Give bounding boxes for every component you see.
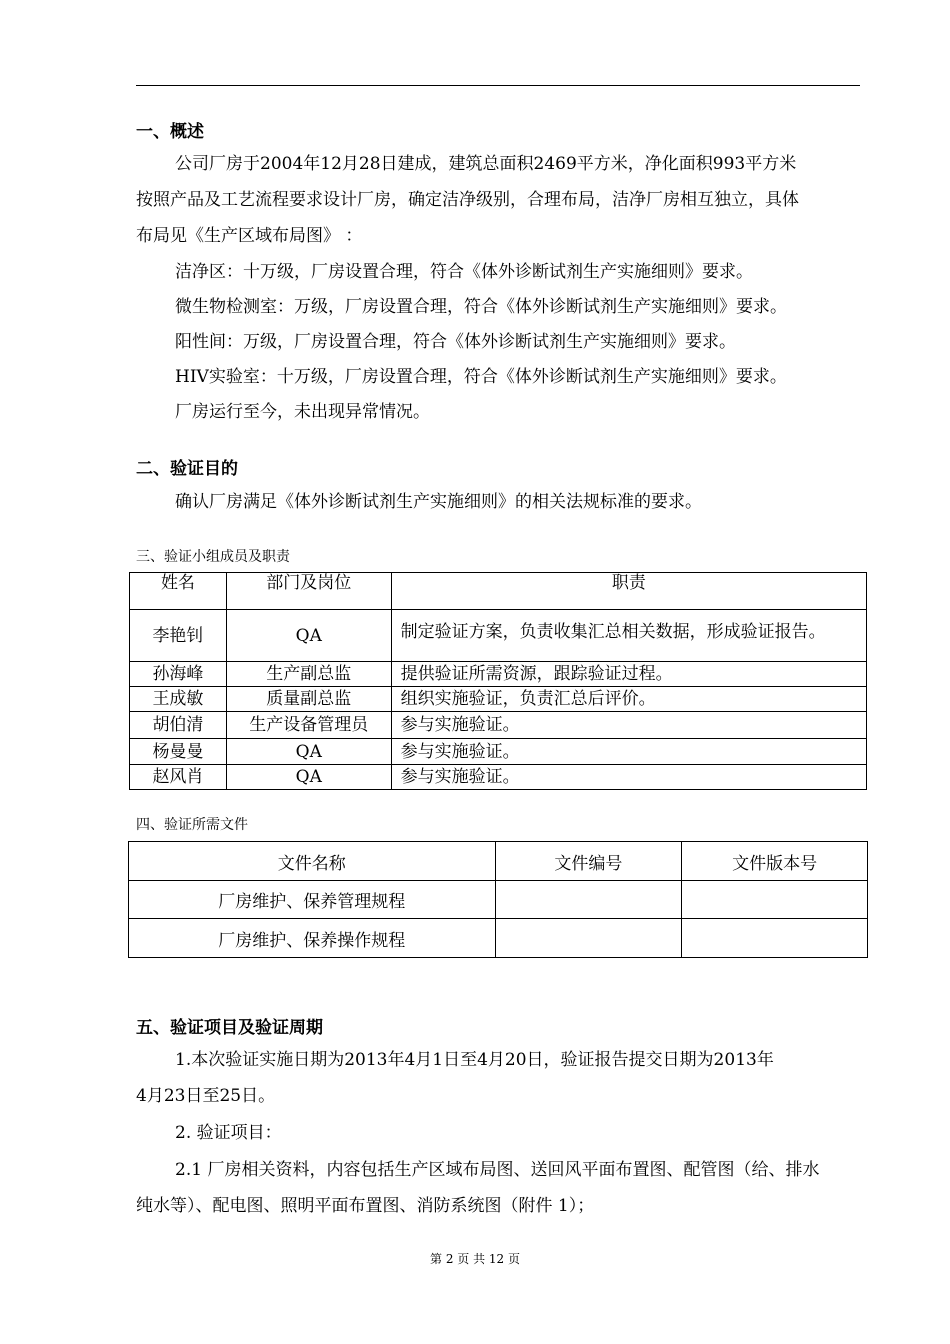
- section1-item-positive-room: 阳性间：万级，厂房设置合理，符合《体外诊断试剂生产实施细则》要求。: [175, 332, 736, 352]
- section1-item-hiv-lab: HIV实验室：十万级，厂房设置合理，符合《体外诊断试剂生产实施细则》要求。: [175, 367, 787, 387]
- table-row: [130, 610, 867, 662]
- section1-item-status: 厂房运行至今，未出现异常情况。: [175, 402, 430, 422]
- table-row: [129, 881, 868, 919]
- member-duty: 组织实施验证，负责汇总后评价。: [391, 687, 866, 712]
- section2-text: 确认厂房满足《体外诊断试剂生产实施细则》的相关法规标准的要求。: [175, 492, 702, 512]
- doc-version: [682, 919, 868, 958]
- section2-title: 二、验证目的: [136, 459, 238, 479]
- col-header-doc-name: 文件名称: [129, 842, 496, 881]
- table-row: [129, 919, 868, 958]
- documents-table: [128, 841, 868, 958]
- doc-number: [495, 881, 682, 919]
- section1-line-3: 布局见《生产区域布局图》 ：: [136, 226, 363, 246]
- table-row: [130, 662, 867, 687]
- col-header-name: 姓名: [130, 573, 227, 610]
- member-duty: 参与实施验证。: [391, 739, 866, 765]
- section5-line-2: 4月23日至25日。: [136, 1086, 276, 1106]
- member-name: 李艳钊: [130, 610, 227, 662]
- col-header-doc-version: 文件版本号: [682, 842, 868, 881]
- member-name: 胡伯清: [130, 712, 227, 739]
- table-row: [130, 687, 867, 712]
- section5-line-3: 2. 验证项目：: [175, 1123, 282, 1143]
- page-number-footer: 第 2 页 共 12 页: [430, 1252, 520, 1266]
- col-header-doc-number: 文件编号: [495, 842, 682, 881]
- table-row: [130, 765, 867, 790]
- section5-line-1: 1.本次验证实施日期为2013年4月1日至4月20日，验证报告提交日期为2013年: [175, 1050, 774, 1070]
- section1-title: 一、概述: [136, 122, 204, 142]
- header-rule: [136, 85, 860, 86]
- col-header-dept: 部门及岗位: [226, 573, 391, 610]
- col-header-duty: 职责: [391, 573, 866, 610]
- member-name: 王成敏: [130, 687, 227, 712]
- doc-number: [495, 919, 682, 958]
- section3-title: 三、验证小组成员及职责: [136, 549, 290, 565]
- member-dept: 质量副总监: [226, 687, 391, 712]
- section1-item-clean-zone: 洁净区：十万级，厂房设置合理，符合《体外诊断试剂生产实施细则》要求。: [175, 262, 753, 282]
- member-dept: QA: [226, 610, 391, 662]
- documents-header-row: [129, 842, 868, 881]
- member-duty: 参与实施验证。: [391, 712, 866, 739]
- members-table: [129, 572, 867, 790]
- member-name: 孙海峰: [130, 662, 227, 687]
- section1-line-2: 按照产品及工艺流程要求设计厂房，确定洁净级别，合理布局，洁净厂房相互独立，具体: [136, 190, 799, 210]
- member-dept: QA: [226, 739, 391, 765]
- section1-item-micro-lab: 微生物检测室：万级，厂房设置合理，符合《体外诊断试剂生产实施细则》要求。: [175, 297, 787, 317]
- members-header-row: [130, 573, 867, 610]
- member-duty: 制定验证方案，负责收集汇总相关数据，形成验证报告。: [391, 610, 866, 662]
- section1-line-1: 公司厂房于2004年12月28日建成，建筑总面积2469平方米，净化面积993平方米: [175, 154, 797, 174]
- table-row: [130, 712, 867, 739]
- doc-name: 厂房维护、保养操作规程: [129, 919, 496, 958]
- member-dept: 生产副总监: [226, 662, 391, 687]
- member-duty: 提供验证所需资源，跟踪验证过程。: [391, 662, 866, 687]
- member-name: 赵风肖: [130, 765, 227, 790]
- member-duty: 参与实施验证。: [391, 765, 866, 790]
- doc-version: [682, 881, 868, 919]
- section5-title: 五、验证项目及验证周期: [136, 1018, 323, 1038]
- member-dept: QA: [226, 765, 391, 790]
- section5-line-5: 纯水等）、配电图、照明平面布置图、消防系统图（附件 1）；: [136, 1196, 595, 1216]
- table-row: [130, 739, 867, 765]
- member-dept: 生产设备管理员: [226, 712, 391, 739]
- doc-name: 厂房维护、保养管理规程: [129, 881, 496, 919]
- section5-line-4: 2.1 厂房相关资料，内容包括生产区域布局图、送回风平面布置图、配管图（给、排水: [175, 1160, 820, 1180]
- section4-title: 四、验证所需文件: [136, 817, 248, 833]
- member-name: 杨曼曼: [130, 739, 227, 765]
